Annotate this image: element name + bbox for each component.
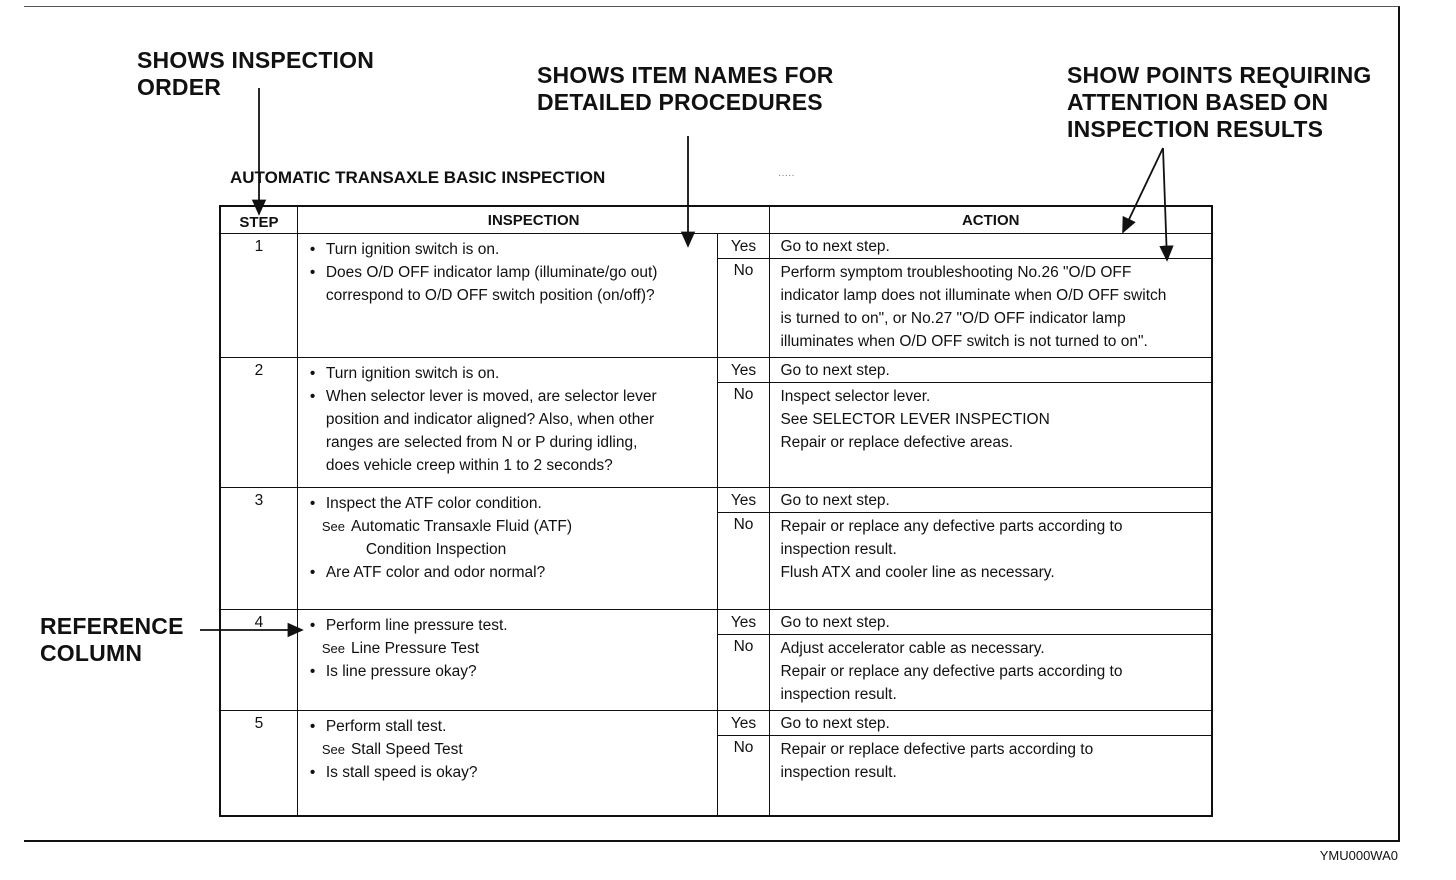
- callout-inspection-order: [137, 47, 374, 101]
- callout-reference-column: [40, 613, 184, 667]
- header-inspection: INSPECTION: [297, 206, 770, 234]
- inspection-cell: [297, 711, 717, 816]
- yes-no-cell: [717, 358, 770, 488]
- no-label: No: [733, 739, 754, 756]
- callout-attention-points: [1067, 62, 1372, 143]
- reference-line: [308, 738, 709, 761]
- table-row: [220, 358, 1212, 488]
- reference-link: Line Pressure Test: [350, 640, 480, 657]
- inspection-cell: [297, 234, 717, 358]
- callout-line: DETAILED PROCEDURES: [537, 89, 823, 115]
- inspection-line: ranges are selected from N or P during idling,: [325, 434, 638, 451]
- table-row: [220, 711, 1212, 816]
- callout-line: SHOWS ITEM NAMES FOR: [537, 62, 834, 88]
- reference-link: Automatic Transaxle Fluid (ATF): [350, 518, 573, 535]
- no-label: No: [733, 516, 754, 533]
- callout-line: INSPECTION RESULTS: [1067, 116, 1324, 142]
- step-number: 1: [220, 234, 297, 358]
- header-action: ACTION: [770, 206, 1212, 234]
- reference-link: Stall Speed Test: [350, 741, 463, 758]
- action-line: Repair or replace any defective parts according to: [780, 663, 1123, 680]
- yes-no-cell: [717, 234, 770, 358]
- yes-no-cell: [717, 488, 770, 610]
- callout-line: COLUMN: [40, 640, 143, 666]
- action-line: inspection result.: [780, 686, 897, 703]
- yes-action: Go to next step.: [770, 612, 1211, 635]
- table-row: [220, 610, 1212, 711]
- inspection-line: • Inspect the ATF color condition.: [308, 492, 709, 515]
- callout-line: REFERENCE: [40, 613, 184, 639]
- action-line: is turned to on", or No.27 "O/D OFF indicator lamp: [780, 310, 1126, 327]
- table-header-row: [220, 206, 1212, 234]
- yes-label: Yes: [718, 612, 770, 635]
- no-action: [770, 736, 1211, 788]
- step-number: 2: [220, 358, 297, 488]
- inspection-line: • Does O/D OFF indicator lamp (illuminate/go out): [308, 261, 709, 284]
- callout-line: SHOW POINTS REQUIRING: [1067, 62, 1372, 88]
- inspection-line: • Are ATF color and odor normal?: [308, 561, 709, 584]
- table-body: [220, 234, 1212, 816]
- callout-line: ORDER: [137, 74, 222, 100]
- yes-label: Yes: [718, 236, 770, 259]
- callout-item-names: [537, 62, 834, 116]
- yes-action: Go to next step.: [770, 713, 1211, 736]
- step-number: 4: [220, 610, 297, 711]
- see-tag: See: [321, 519, 345, 534]
- inspection-line: • Turn ignition switch is on.: [308, 362, 709, 385]
- callout-line: SHOWS INSPECTION: [137, 47, 375, 73]
- action-line: inspection result.: [780, 764, 897, 781]
- no-action: [770, 635, 1211, 710]
- inspection-line: • Perform line pressure test.: [308, 614, 709, 637]
- inspection-cell: [297, 610, 717, 711]
- action-line: See SELECTOR LEVER INSPECTION: [780, 411, 1050, 428]
- action-line: Repair or replace defective parts according to: [780, 741, 1094, 758]
- inspection-line: • Is stall speed is okay?: [308, 761, 709, 784]
- action-line: indicator lamp does not illuminate when O/D OFF switch: [780, 287, 1167, 304]
- action-line: Repair or replace any defective parts according to: [780, 518, 1123, 535]
- see-tag: See: [321, 641, 345, 656]
- table-row: [220, 234, 1212, 358]
- reference-line: Condition Inspection: [365, 541, 507, 558]
- see-tag: See: [321, 742, 345, 757]
- action-line: inspection result.: [780, 541, 897, 558]
- inspection-line: does vehicle creep within 1 to 2 seconds?: [325, 457, 613, 474]
- no-action: [770, 513, 1211, 588]
- yes-action: Go to next step.: [770, 490, 1211, 513]
- inspection-cell: [297, 358, 717, 488]
- table-title: AUTOMATIC TRANSAXLE BASIC INSPECTION: [230, 168, 606, 187]
- action-cell: [770, 610, 1212, 711]
- figure-code: YMU000WA0: [1319, 848, 1398, 863]
- header-step: STEP: [220, 206, 297, 234]
- action-cell: [770, 711, 1212, 816]
- no-action: [770, 383, 1211, 458]
- inspection-line: position and indicator aligned? Also, when other: [325, 411, 655, 428]
- no-label: No: [733, 262, 754, 279]
- callout-line: ATTENTION BASED ON: [1067, 89, 1329, 115]
- reference-line: [308, 637, 709, 660]
- yes-action: Go to next step.: [770, 360, 1211, 383]
- step-number: 3: [220, 488, 297, 610]
- reference-line: [308, 515, 709, 538]
- step-number: 5: [220, 711, 297, 816]
- yes-label: Yes: [718, 490, 770, 513]
- action-line: illuminates when O/D OFF switch is not turned to on".: [780, 333, 1148, 350]
- inspection-line: correspond to O/D OFF switch position (on/off)?: [325, 287, 655, 304]
- yes-no-cell: [717, 711, 770, 816]
- action-cell: [770, 488, 1212, 610]
- action-line: Repair or replace defective areas.: [780, 434, 1014, 451]
- no-label: No: [733, 386, 754, 403]
- action-cell: [770, 358, 1212, 488]
- yes-action: Go to next step.: [770, 236, 1211, 259]
- action-line: Flush ATX and cooler line as necessary.: [780, 564, 1055, 581]
- action-cell: [770, 234, 1212, 358]
- yes-label: Yes: [718, 713, 770, 736]
- inspection-line: • When selector lever is moved, are selector lever: [308, 385, 709, 408]
- yes-label: Yes: [718, 360, 770, 383]
- yes-no-cell: [717, 610, 770, 711]
- scan-speck: ·····: [778, 170, 795, 181]
- action-line: Inspect selector lever.: [780, 388, 931, 405]
- action-line: Perform symptom troubleshooting No.26 "O/D OFF: [780, 264, 1132, 281]
- inspection-line: • Perform stall test.: [308, 715, 709, 738]
- inspection-table: [219, 205, 1213, 817]
- inspection-cell: [297, 488, 717, 610]
- action-line: Adjust accelerator cable as necessary.: [780, 640, 1045, 657]
- inspection-line: • Is line pressure okay?: [308, 660, 709, 683]
- inspection-line: • Turn ignition switch is on.: [308, 238, 709, 261]
- table-row: [220, 488, 1212, 610]
- no-action: [770, 259, 1211, 357]
- no-label: No: [733, 638, 754, 655]
